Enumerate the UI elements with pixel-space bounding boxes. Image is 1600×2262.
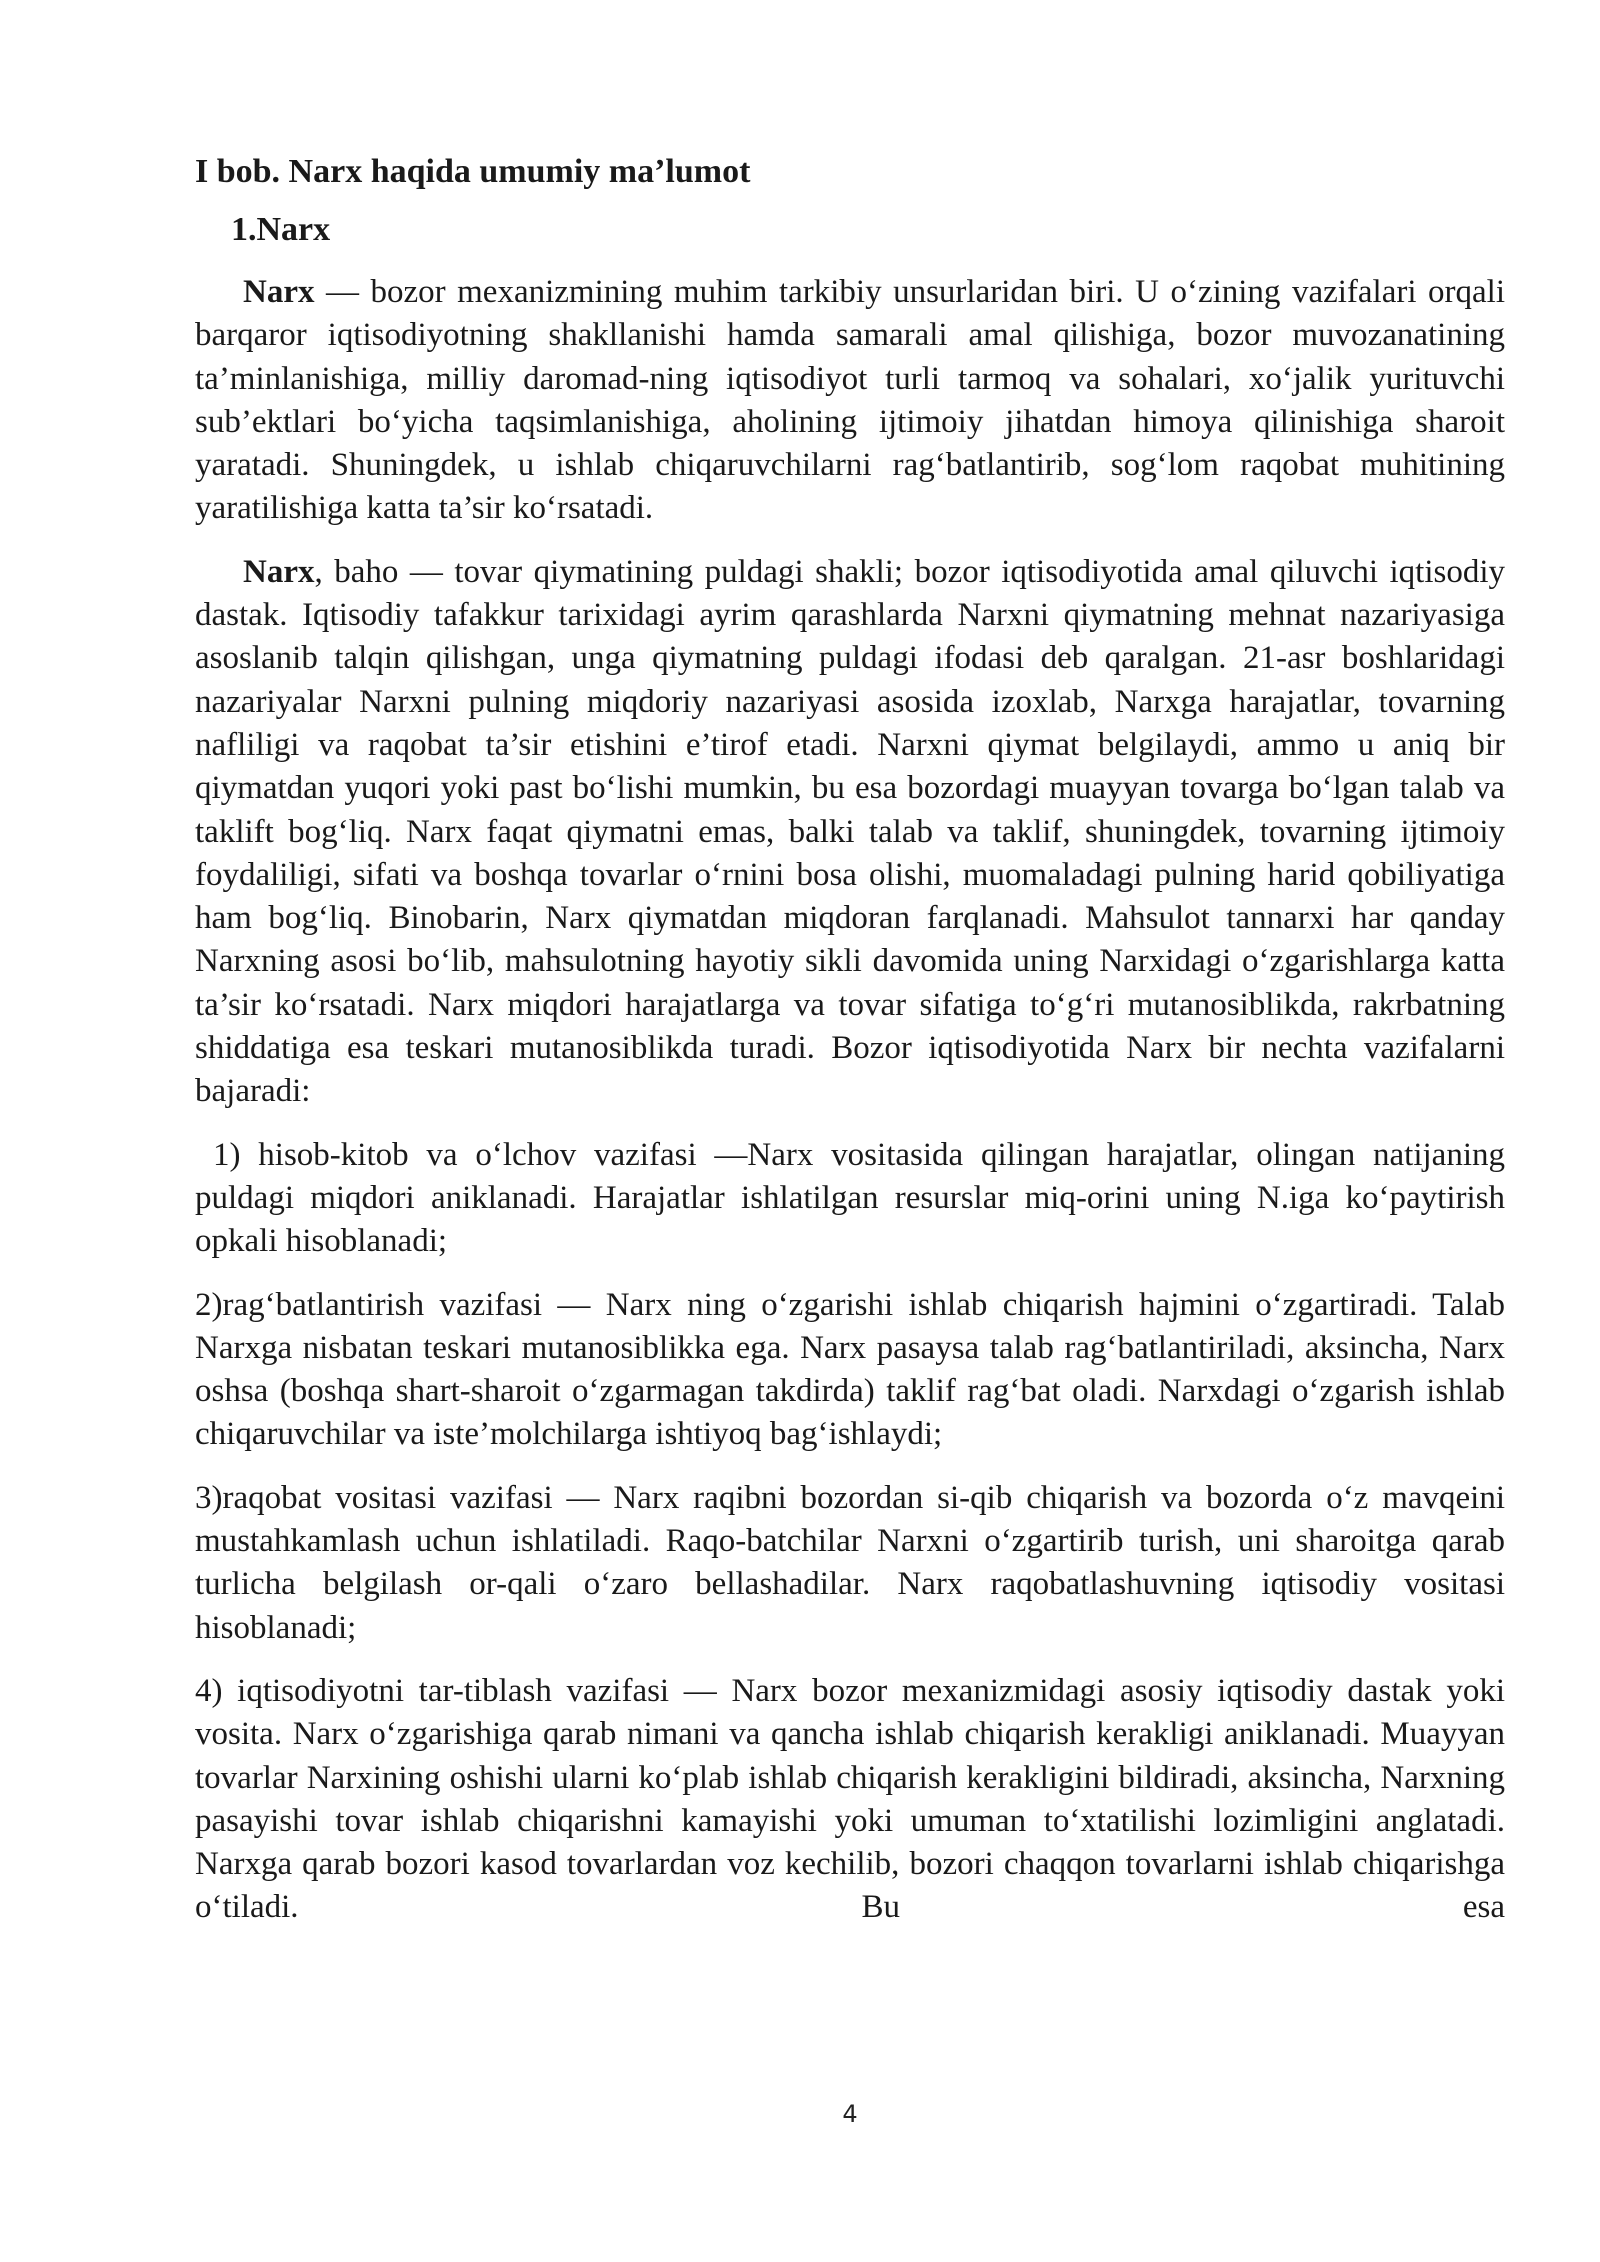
list-item-tartiblash: 4) iqtisodiyotni tar-tiblash vazifasi — Narx bozor mexanizmidagi asosiy iqtisodiy dastak yoki vosita. Narx o‘zgarishiga qarab nimani va qancha ishlab chiqarish kerakligi aniklanadi. Muayyan tovarlar Narxining oshishi ularni ko‘plab ishlab chiqarish kerakligini bildiradi, aksincha, Narxning pasayishi tovar ishlab chiqarishni kamayishi yoki umuman to‘xtatilishi lozimligini anglatadi. Narxga qarab bozori kasod tovarlardan voz kechilib, bozori chaqqon tovarlarni ishlab chiqarishga o‘tiladi. Bu esa xyxy=(195,1672,1505,1926)
chapter-heading: I bob. Narx haqida umumiy ma’lumot xyxy=(195,153,751,190)
section-heading: 1.Narx xyxy=(231,211,331,248)
page-number: 4 xyxy=(842,2100,858,2128)
term-narx: Narx xyxy=(243,274,315,310)
term-narx: Narx xyxy=(243,553,315,590)
list-item-ragbatlantirish: 2)rag‘batlantirish vazifasi — Narx ning o‘zgarishi ishlab chiqarish hajmini o‘zgartiradi. Talab Narxga nisbatan teskari mutanosiblikka ega. Narx pasaysa talab rag‘batlantiriladi, aksincha, Narx oshsa (boshqa shart-sharoit o‘zgarmagan takdirda) taklif rag‘bat oladi. Narxdagi o‘zgarish ishlab chiqaruvchilar va iste’molchilarga ishtiyoq bag‘ishlaydi; xyxy=(195,1286,1505,1453)
list-item-raqobat: 3)raqobat vositasi vazifasi — Narx raqibni bozordan si-qib chiqarish va bozorda o‘z mavqeini mustahkamlash uchun ishlatiladi. Raqo-batchilar Narxni o‘zgartirib turish, uni sharoitga qarab turlicha belgilash or-qali o‘zaro bellashadilar. Narx raqobatlashuvning iqtisodiy vositasi hisoblanadi; xyxy=(195,1479,1505,1646)
paragraph-narx-definition xyxy=(195,271,1505,531)
paragraph-narx-baho xyxy=(195,551,1505,1114)
list-item-hisob-kitob: 1) hisob-kitob va o‘lchov vazifasi —Narx vositasida qilingan harajatlar, olingan natijaning puldagi miqdori aniklanadi. Harajatlar ishlatilgan resurslar miq-orini uning N.iga ko‘paytirish opkali hisoblanadi; xyxy=(195,1136,1505,1260)
paragraph-text: — bozor mexanizmining muhim tarkibiy unsurlaridan biri. U o‘zining vazifalari orqali barqaror iqtisodiyotning shakllanishi hamda samarali amal qilishiga, bozor muvozanatining ta’minlanishiga, milliy daromad-ning iqtisodiyot turli tarmoq va sohalari, xo‘jalik yurituvchi sub’ektlari bo‘yicha taqsimlanishiga, aholining ijtimoiy jihatdan himoya qilinishiga sharoit yaratadi. Shuningdek, u ishlab chiqaruvchilarni rag‘batlantirib, sog‘lom raqobat muhitining yaratilishiga katta ta’sir ko‘rsatadi. xyxy=(195,274,1505,527)
document-page xyxy=(195,150,1505,1930)
paragraph-text: , baho — tovar qiymatining puldagi shakli; bozor iqtisodiyotida amal qiluvchi iqtisodiy dastak. Iqtisodiy tafakkur tarixidagi ayrim qarashlarda Narxni qiymatning mehnat nazariyasiga asoslanib talqin qilishgan, unga qiymatning puldagi ifodasi deb qaralgan. 21-asr boshlaridagi nazariyalar Narxni pulning miqdoriy nazariyasi asosida izoxlab, Narxga harajatlar, tovarning nafliligi va raqobat ta’sir etishini e’tirof etadi. Narxni qiymat belgilaydi, ammo u aniq bir qiymatdan yuqori yoki past bo‘lishi mumkin, bu esa bozordagi muayyan tovarga bo‘lgan talab va taklift bog‘liq. Narx faqat qiymatni emas, balki talab va taklif, shuningdek, tovarning ijtimoiy foydaliligi, sifati va boshqa tovarlar o‘rnini bosa olishi, muomaladagi pulning harid qobiliyatiga ham bog‘liq. Binobarin, Narx qiymatdan miqdoran farqlanadi. Mahsulot tannarxi har qanday Narxning asosi bo‘lib, mahsulotning hayotiy sikli davomida uning Narxidagi o‘zgarishlarga katta ta’sir ko‘rsatadi. Narx miqdori harajatlarga va tovar sifatiga to‘g‘ri mutanosiblikda, rakrbatning shiddatiga esa teskari mutanosiblikda turadi. Bozor iqtisodiyotida Narx bir nechta vazifalarni bajaradi: xyxy=(195,553,1505,1110)
